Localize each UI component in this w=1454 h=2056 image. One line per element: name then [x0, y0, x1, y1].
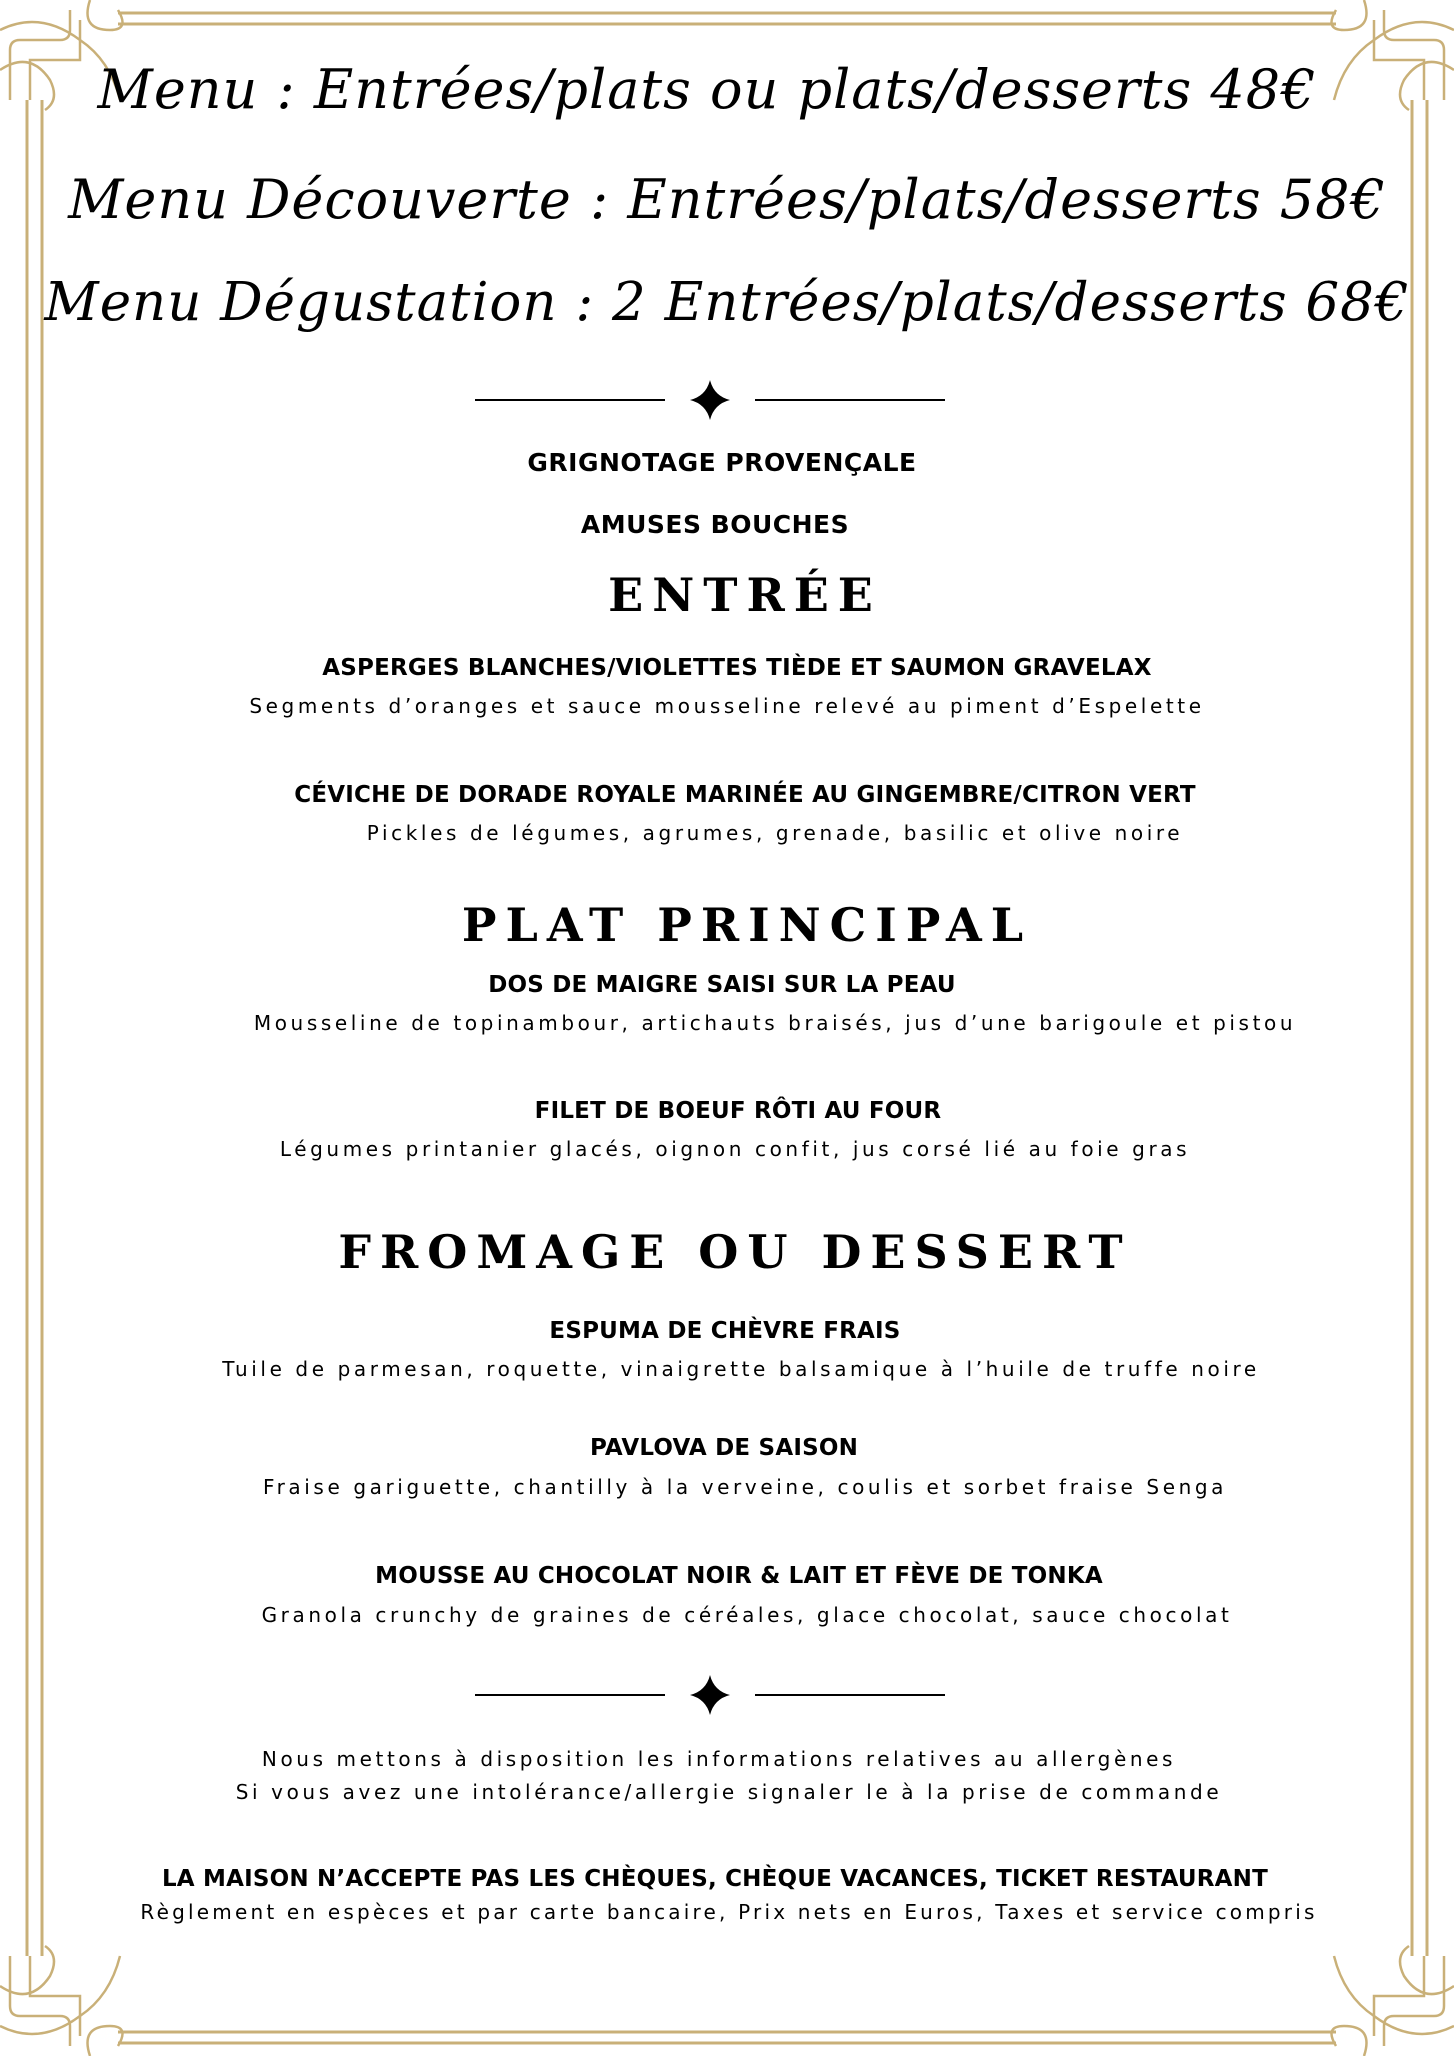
dish-description: Segments d’oranges et sauce mousseline relevé au piment d’Espelette	[249, 694, 1205, 718]
dish-name: MOUSSE AU CHOCOLAT NOIR & LAIT ET FÈVE DE TONKA	[375, 1563, 1103, 1589]
section-title-plat-principal: PLAT PRINCIPAL	[461, 898, 1033, 952]
dish-name: FILET DE BOEUF RÔTI AU FOUR	[534, 1098, 942, 1124]
divider-bottom	[470, 1675, 950, 1715]
section-title-fromage-dessert: FROMAGE OU DESSERT	[338, 1225, 1132, 1279]
dish-name: CÉVICHE DE DORADE ROYALE MARINÉE AU GINGEMBRE/CITRON VERT	[294, 782, 1196, 808]
menu-price-line-3: Menu Dégustation : 2 Entrées/plats/desserts 68€	[44, 272, 1410, 333]
payment-policy-title: LA MAISON N’ACCEPTE PAS LES CHÈQUES, CHÈQUE VACANCES, TICKET RESTAURANT	[161, 1866, 1269, 1892]
section-title-entree: ENTRÉE	[608, 568, 882, 622]
four-point-star-icon	[690, 380, 730, 420]
dish-description: Mousseline de topinambour, artichauts braisés, jus d’une barigoule et pistou	[253, 1011, 1297, 1035]
allergen-note-line-1: Nous mettons à disposition les informations relatives au allergènes	[261, 1747, 1177, 1771]
dish-description: Légumes printanier glacés, oignon confit, jus corsé lié au foie gras	[279, 1137, 1191, 1161]
dish-description: Tuile de parmesan, roquette, vinaigrette balsamique à l’huile de truffe noire	[222, 1357, 1260, 1381]
intro-item-amuses-bouches: AMUSES BOUCHES	[580, 510, 850, 539]
menu-price-line-1: Menu : Entrées/plats ou plats/desserts 48€	[97, 58, 1317, 121]
divider-top	[470, 380, 950, 420]
dish-description: Granola crunchy de graines de céréales, glace chocolat, sauce chocolat	[261, 1603, 1233, 1627]
dish-name: ESPUMA DE CHÈVRE FRAIS	[549, 1318, 901, 1344]
allergen-note-line-2: Si vous avez une intolérance/allergie signaler le à la prise de commande	[235, 1780, 1223, 1804]
payment-policy-description: Règlement en espèces et par carte bancaire, Prix nets en Euros, Taxes et service compris	[140, 1900, 1318, 1924]
dish-description: Pickles de légumes, agrumes, grenade, basilic et olive noire	[366, 821, 1184, 845]
menu-price-line-2: Menu Découverte : Entrées/plats/desserts 58€	[68, 168, 1386, 231]
four-point-star-icon	[690, 1675, 730, 1715]
corner-ornament-bottom-right-icon	[1332, 1946, 1454, 2056]
corner-ornament-bottom-left-icon	[0, 1946, 123, 2056]
dish-name: DOS DE MAIGRE SAISI SUR LA PEAU	[488, 972, 956, 998]
intro-item-grignotage: GRIGNOTAGE PROVENÇALE	[527, 448, 917, 477]
dish-name: ASPERGES BLANCHES/VIOLETTES TIÈDE ET SAUMON GRAVELAX	[322, 655, 1152, 681]
dish-description: Fraise gariguette, chantilly à la verveine, coulis et sorbet fraise Senga	[262, 1475, 1228, 1499]
dish-name: PAVLOVA DE SAISON	[589, 1435, 859, 1461]
